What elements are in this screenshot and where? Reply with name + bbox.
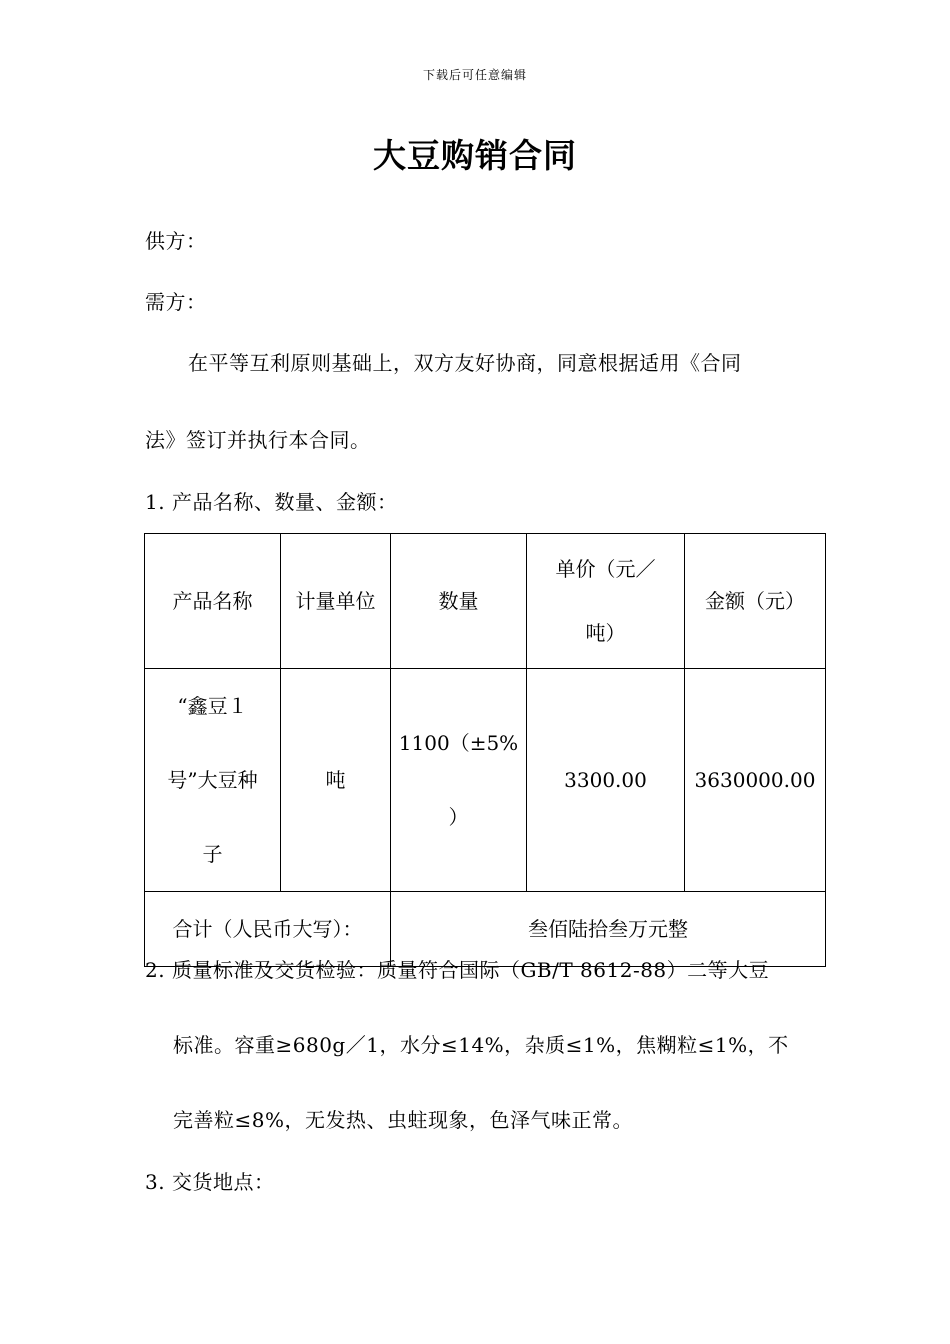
cell-unit-price: 3300.00 [527, 669, 685, 892]
intro-paragraph-line2: 法》签订并执行本合同。 [145, 428, 371, 452]
total-label: 合计（人民币大写）： [145, 892, 391, 967]
cell-quantity [391, 669, 527, 892]
header-product-name: 产品名称 [145, 534, 281, 669]
header-note: 下载后可任意编辑 [422, 68, 527, 82]
buyer-label: 需方： [145, 290, 207, 314]
document-title: 大豆购销合同 [373, 136, 577, 175]
cell-product-name [145, 669, 281, 892]
section1-title: 1. 产品名称、数量、金额： [145, 490, 398, 514]
product-name-line1: “鑫豆１ [177, 694, 248, 718]
product-name-line3: 子 [202, 842, 223, 866]
product-name-line2: 号”大豆种 [167, 768, 258, 792]
table-header-row [145, 534, 826, 669]
table-row [145, 669, 826, 892]
quantity-line2: ） [448, 805, 469, 829]
quantity-line1: 1100（±5% [398, 731, 519, 755]
header-quantity: 数量 [391, 534, 527, 669]
header-unit-price-line2: 吨） [585, 621, 626, 645]
intro-paragraph-line1: 在平等互利原则基础上，双方友好协商，同意根据适用《合同 [188, 351, 742, 375]
cell-unit: 吨 [281, 669, 391, 892]
section2-line2: 标准。容重≥680g／1，水分≤14%，杂质≤1%，焦糊粒≤1%，不 [173, 1033, 789, 1057]
header-amount: 金额（元） [685, 534, 826, 669]
product-table [144, 533, 826, 967]
section3-title: 3. 交货地点： [145, 1170, 275, 1194]
header-unit-price-line1: 单价（元／ [555, 557, 656, 581]
total-value: 叁佰陆拾叁万元整 [391, 892, 826, 967]
section2-line3: 完善粒≤8%，无发热、虫蛀现象，色泽气味正常。 [173, 1108, 633, 1132]
cell-amount: 3630000.00 [685, 669, 826, 892]
header-unit: 计量单位 [281, 534, 391, 669]
header-unit-price [527, 534, 685, 669]
section2-line1: 2. 质量标准及交货检验：质量符合国际（GB/T 8612-88）二等大豆 [145, 958, 770, 982]
supplier-label: 供方： [145, 229, 207, 253]
